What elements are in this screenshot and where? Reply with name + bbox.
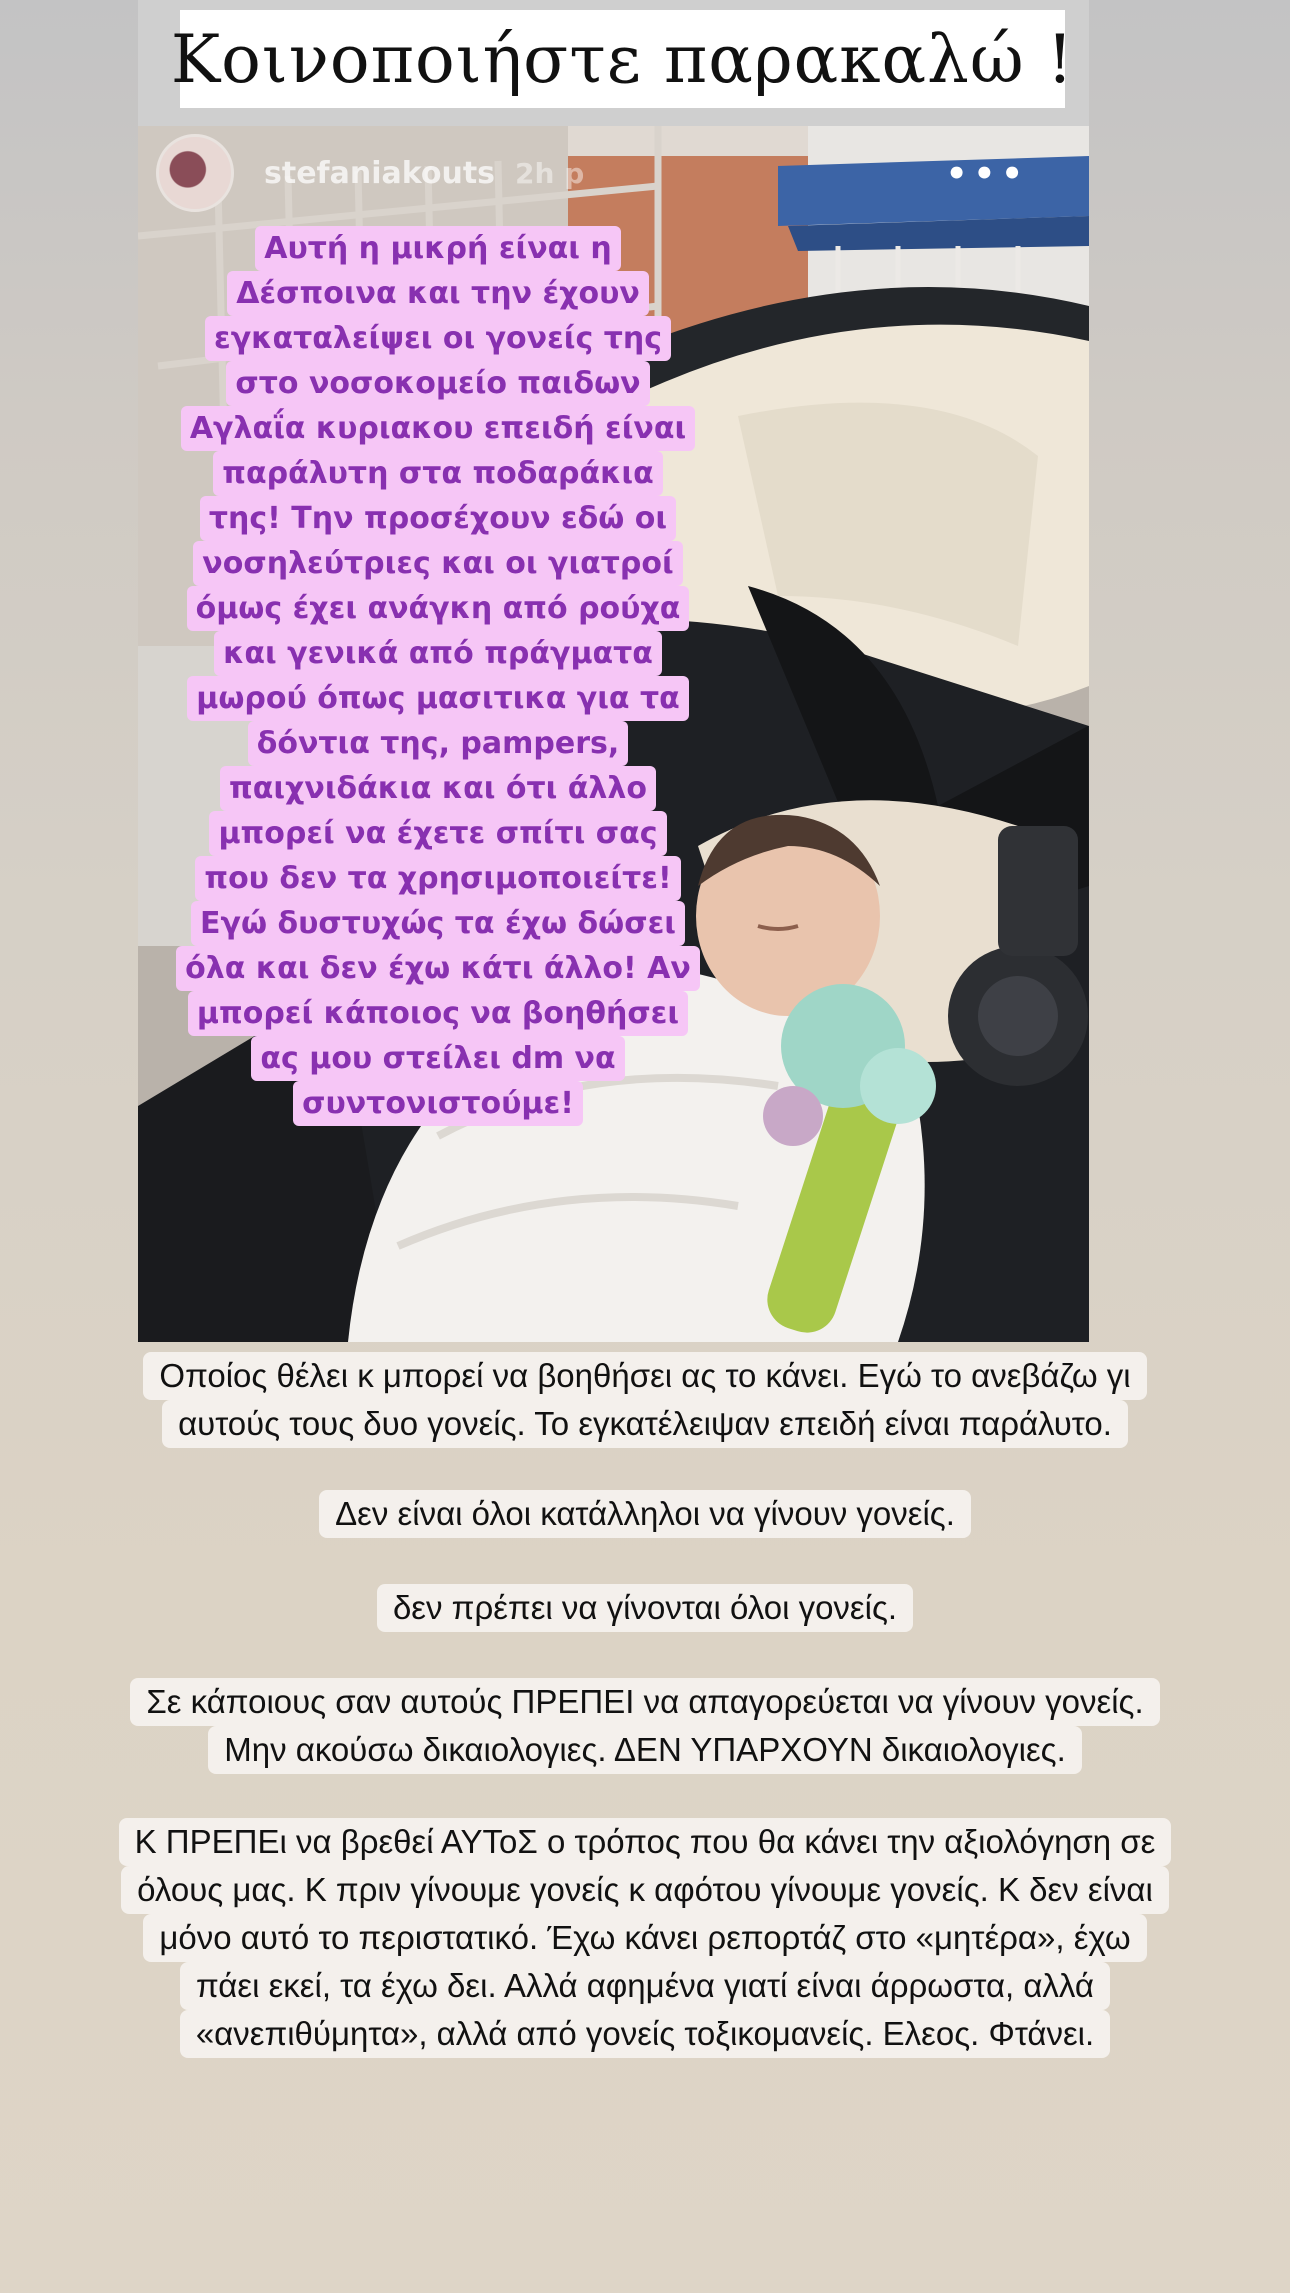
caption-block (0, 1818, 1290, 2058)
overlay-line: Δέσποινα και την έχουν (227, 271, 649, 316)
overlay-line: νοσηλεύτριες και οι γιατροί (193, 541, 682, 586)
user-avatar[interactable] (156, 134, 234, 212)
overlay-line: εγκαταλείψει οι γονείς της (205, 316, 671, 361)
story-timestamp: 2h p (515, 156, 585, 190)
caption-line: αυτούς τους δυο γονείς. Το εγκατέλειψαν επειδή είναι παράλυτο. (162, 1400, 1128, 1448)
caption-line: «ανεπιθύμητα», αλλά από γονείς τοξικομανείς. Ελεος. Φτάνει. (180, 2010, 1110, 2058)
caption-line: Μην ακούσω δικαιολογιες. ΔΕΝ ΥΠΑΡΧΟΥΝ δικαιολογιες. (208, 1726, 1081, 1774)
caption-line: Δεν είναι όλοι κατάλληλοι να γίνουν γονείς. (319, 1490, 971, 1538)
caption-block (0, 1490, 1290, 1538)
caption-line: Κ ΠΡΕΠΕι να βρεθεί ΑΥΤοΣ ο τρόπος που θα κάνει την αξιολόγηση σε (119, 1818, 1172, 1866)
caption-block (0, 1678, 1290, 1774)
overlay-line: της! Την προσέχουν εδώ οι (200, 496, 676, 541)
overlay-line: ας μου στείλει dm να (251, 1036, 624, 1081)
share-banner-text: Κοινοποιήστε παρακαλώ ! (170, 20, 1075, 98)
overlay-line: Εγώ δυστυχώς τα έχω δώσει (191, 901, 685, 946)
story-text-overlay (162, 226, 714, 1126)
overlay-line: μπορεί να έχετε σπίτι σας (209, 811, 666, 856)
caption-line: Οποίος θέλει κ μπορεί να βοηθήσει ας το κάνει. Εγώ το ανεβάζω γι (143, 1352, 1146, 1400)
caption-block (0, 1352, 1290, 1448)
overlay-line: δόντια της, pampers, (248, 721, 629, 766)
share-banner (170, 10, 1075, 108)
caption-line: δεν πρέπει να γίνονται όλοι γονείς. (377, 1584, 913, 1632)
overlay-line: όμως έχει ανάγκη από ρούχα (187, 586, 690, 631)
overlay-line: όλα και δεν έχω κάτι άλλο! Αν (176, 946, 700, 991)
more-dots-icon[interactable]: ••• (945, 154, 1029, 194)
caption-block (0, 1584, 1290, 1632)
overlay-line: που δεν τα χρησιμοποιείτε! (195, 856, 680, 901)
overlay-line: και γενικά από πράγματα (214, 631, 662, 676)
overlay-line: μπορεί κάποιος να βοηθήσει (188, 991, 688, 1036)
overlay-line: παράλυτη στα ποδαράκια (213, 451, 662, 496)
story-photo (138, 126, 1089, 1342)
story-username[interactable]: stefaniakouts (264, 155, 496, 191)
overlay-line: Αυτή η μικρή είναι η (255, 226, 621, 271)
caption-line: πάει εκεί, τα έχω δει. Αλλά αφημένα γιατί είναι άρρωστα, αλλά (180, 1962, 1110, 2010)
story-header (156, 134, 584, 212)
overlay-line: στο νοσοκομείο παιδων (226, 361, 649, 406)
overlay-line: συντονιστούμε! (293, 1081, 583, 1126)
caption-line: μόνο αυτό το περιστατικό. Έχω κάνει ρεπορτάζ στο «μητέρα», έχω (143, 1914, 1146, 1962)
overlay-line: Αγλαΐα κυριακου επειδή είναι (181, 406, 695, 451)
overlay-line: παιχνιδάκια και ότι άλλο (220, 766, 656, 811)
caption-line: όλους μας. Κ πριν γίνουμε γονείς κ αφότου γίνουμε γονείς. Κ δεν είναι (121, 1866, 1169, 1914)
overlay-line: μωρού όπως μασιτικα για τα (187, 676, 688, 721)
caption-line: Σε κάποιους σαν αυτούς ΠΡΕΠΕΙ να απαγορεύεται να γίνουν γονείς. (130, 1678, 1159, 1726)
